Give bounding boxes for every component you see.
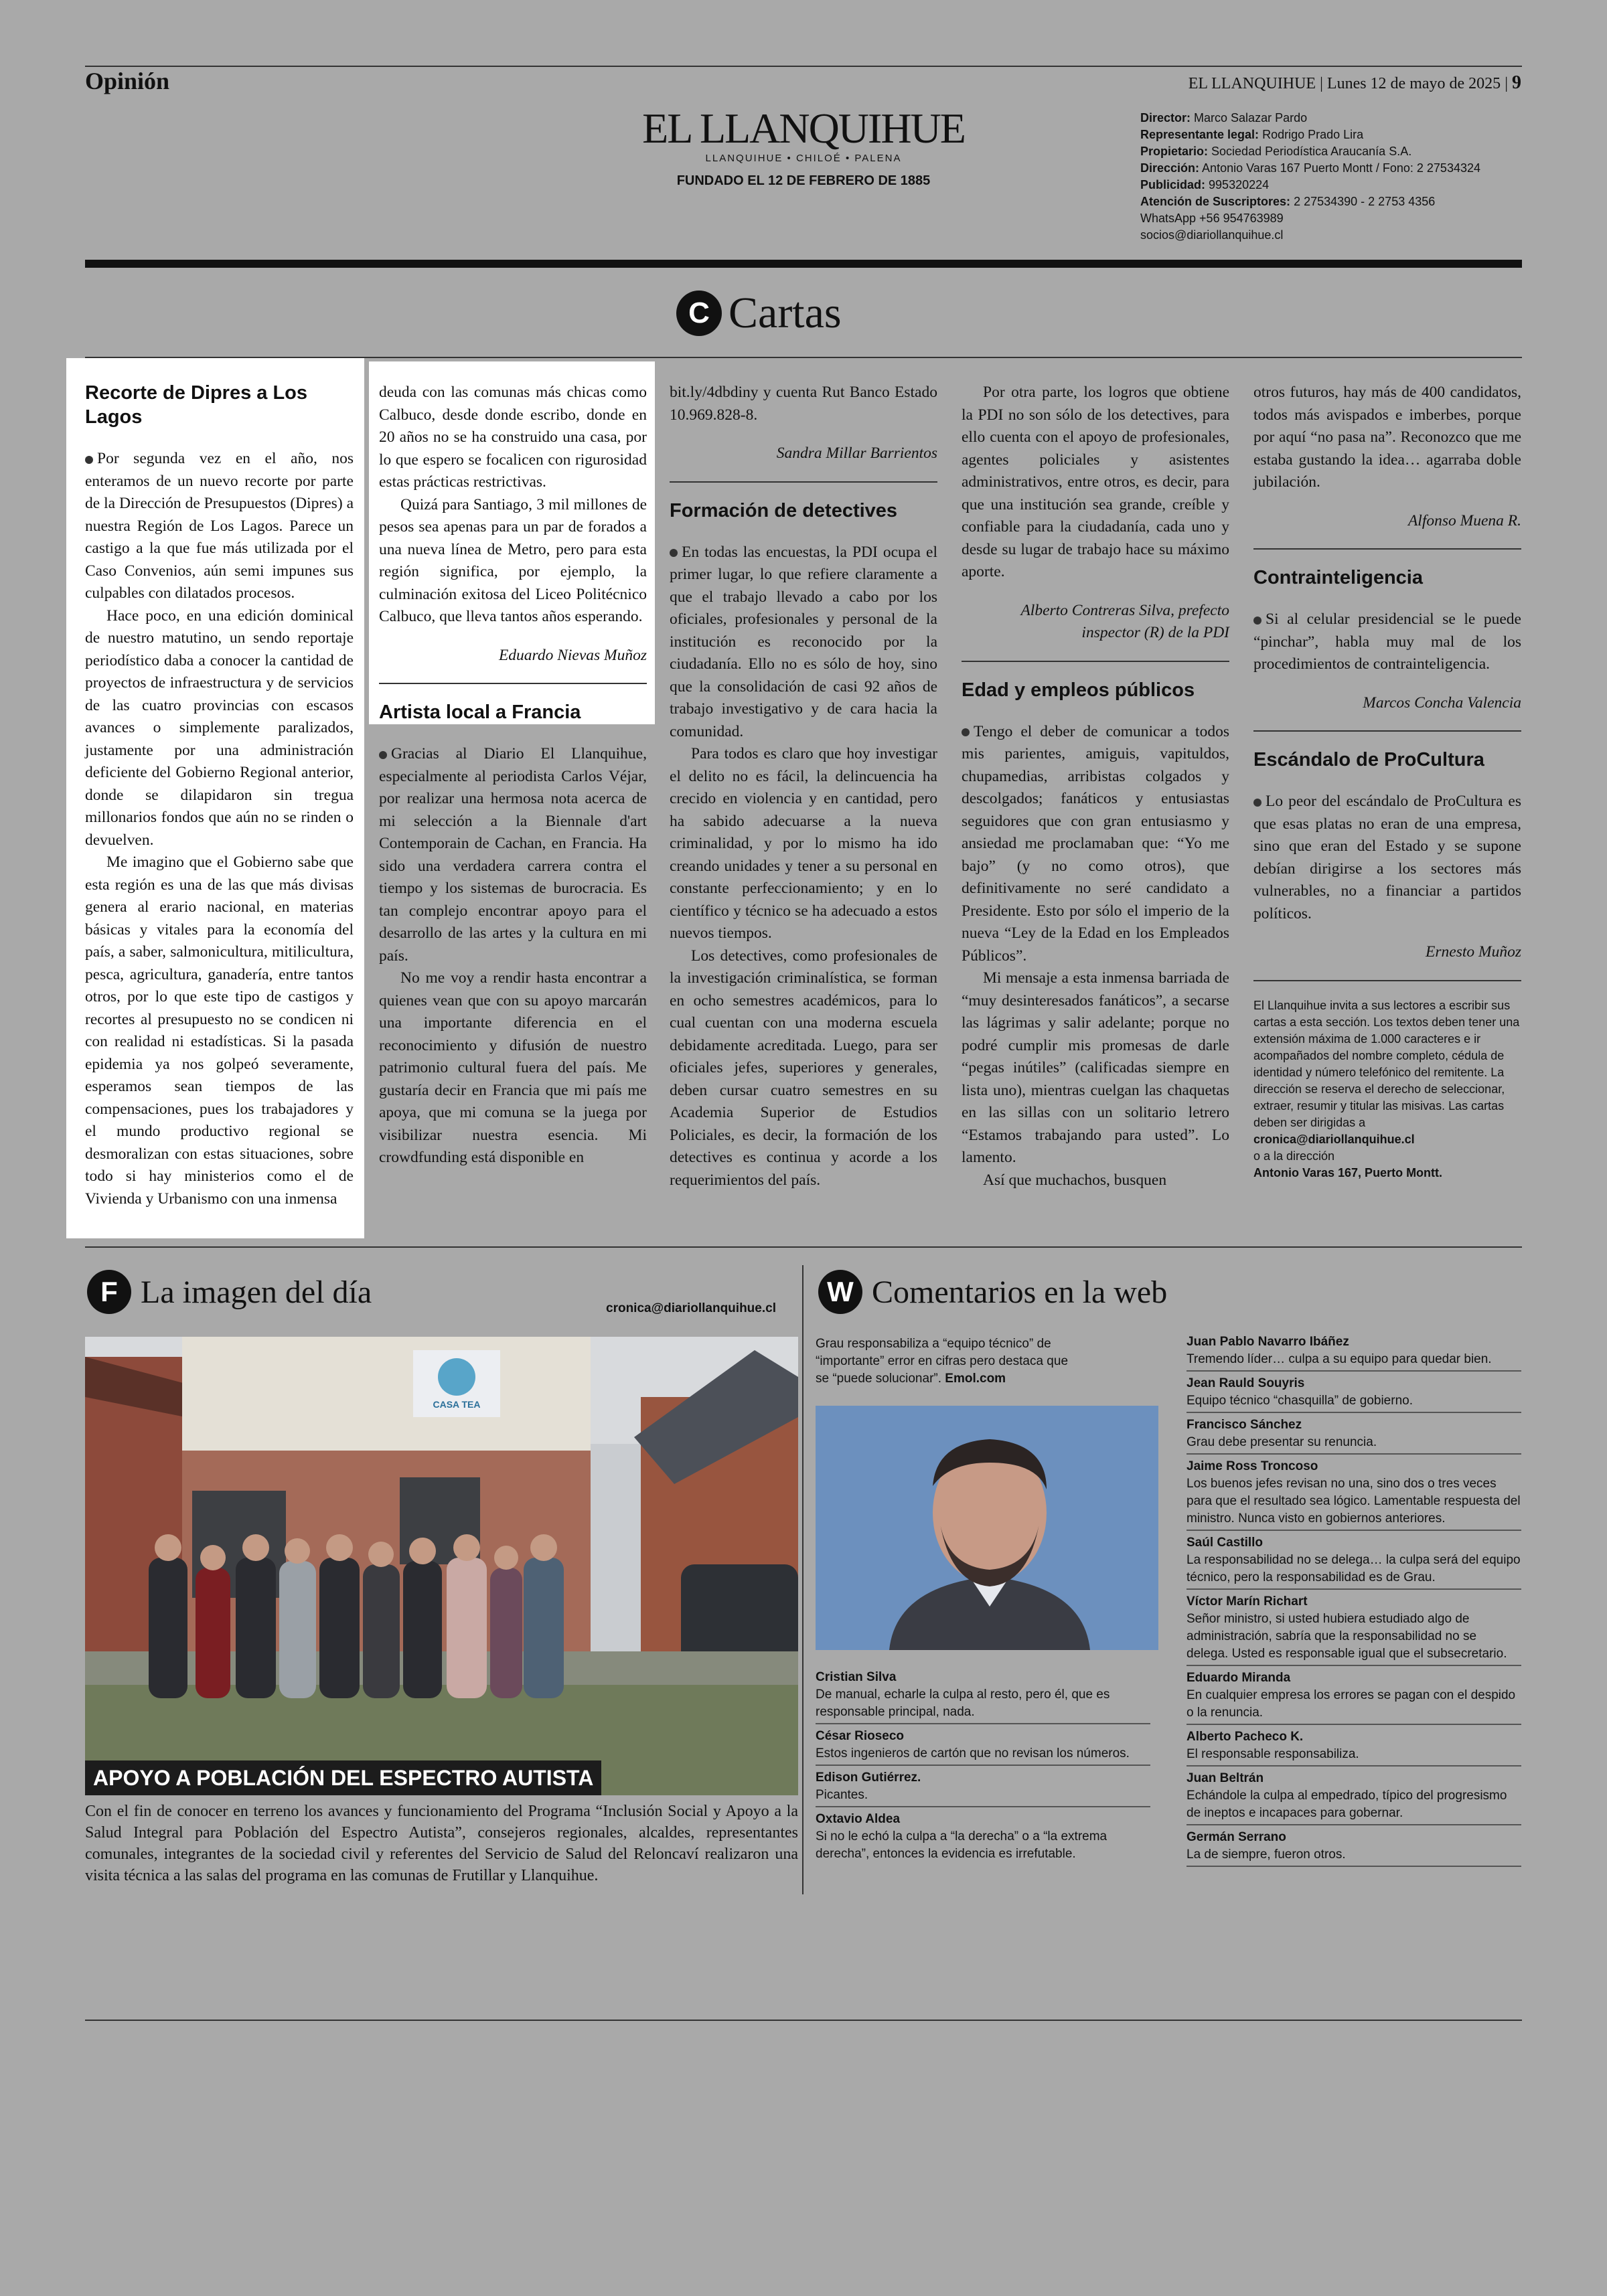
comment-item: Germán Serrano La de siempre, fueron otros. [1187,1829,1521,1867]
comment-item: Juan Beltrán Echándole la culpa al empedrado, típico del progresismo de ineptos e incapaces para gobernar. [1187,1770,1521,1825]
staff-line: Director: Marco Salazar Pardo [1140,111,1308,125]
letter-paragraph: Los detectives, como profesionales de la investigación criminalística, se forman en ocho semestres académicos, para lo cual cuentan con una moderna escuela debidamente acreditada. Luego, para ser oficiales jefes, superiores y generales, deben cursar cuatro semestres en su Academia Superior de Estudios Policiales, es decir, la formación de los detectives es continua y acorde a los requerimientos del país. [670,947,937,1189]
photo-caption: Con el fin de conocer en terreno los avances y funcionamiento del Programa “Inclusión Social y Apoyo a la Salud Integral para Población del Espectro Autista”, consejeros regionales, alcaldes, representantes comunales, integrantes de la sociedad civil y referentes del Servicio de Salud del Reloncaví realizaron una visita técnica a las salas del programa en las comunas de Frutillar y Llanquihue. [85,1803,798,1884]
separator [962,661,1229,662]
letter-paragraph: deuda con las comunas más chicas como Calbuco, desde donde escribo, donde en 20 años no se ha construido una casa, por lo que espero se focalicen con rigurosidad estas prácticas restrictivas. [379,384,647,491]
letter-signature: Alfonso Muena R. [1407,511,1521,529]
comment-item: Alberto Pacheco K. El responsable responsabiliza. [1187,1728,1521,1767]
comment-item: Oxtavio Aldea Si no le echó la culpa a “la derecha” o a “la extrema derecha”, entonces la evidencia es irrefutable. [816,1812,1107,1861]
bullet-icon [1253,799,1261,807]
header-thick-rule [85,260,1522,268]
sign-text: CASA TEA [433,1399,481,1410]
submission-note: El Llanquihue invita a sus lectores a escribir sus cartas a esta sección. Los textos deben tener una extensión máxima de 1.000 caracteres e ir acompañados del nombre completo, cédula de identidad y número telefónico del remitente. La dirección se reserva el derecho de seleccionar, extraer, resumir y titular las misivas. Las cartas deben ser dirigidas a cronica@diariollanquihue.cl o a la dirección Antonio Varas 167, Puerto Montt. [1253,997,1521,1181]
comment-item: Juan Pablo Navarro Ibáñez Tremendo líder… culpa a su equipo para quedar bien. [1187,1333,1521,1372]
letter-paragraph: En todas las encuestas, la PDI ocupa el primer lugar, lo que refiere claramente a que el trabajo llevado a cabo por los oficiales, profesionales y personal de la institución es reconocido por la ciudadanía. Ello no es sólo de hoy, sino que la consolidación de casi 92 años de trabajo investigativo y de cara hacia la comunidad. [670,543,937,740]
bullet-icon [670,549,678,557]
separator [1253,548,1521,550]
staff-line: Publicidad: 995320224 [1140,178,1270,191]
comment-item: Jean Rauld Souyris Equipo técnico “chasquilla” de gobierno. [1187,1375,1521,1413]
submission-email[interactable]: cronica@diariollanquihue.cl [1253,1132,1415,1146]
staff-line: Atención de Suscriptores: 2 27534390 - 2 2753 4356 [1140,195,1436,208]
imagen-heading [87,1270,372,1314]
letter-title: Edad y empleos públicos [962,679,1195,701]
letter-title: Contrainteligencia [1253,567,1423,588]
letter-signature: Alberto Contreras Silva, prefecto inspector (R) de la PDI [1020,601,1229,641]
portrait-photo [816,1406,1158,1650]
comment-item: Saúl Castillo La responsabilidad no se delega… la culpa será del equipo técnico, pero la responsabilidad es de Grau. [1187,1534,1521,1590]
comments-right [1187,1333,1521,1870]
letter-paragraph: Si al celular presidencial se le puede “pinchar”, habla muy mal de los procedimientos de contrainteligencia. [1253,610,1521,673]
web-title: Comentarios en la web [872,1274,1168,1310]
letter-title: Escándalo de ProCultura [1253,749,1484,770]
comment-item: César Rioseco Estos ingenieros de cartón que no revisan los números. [816,1728,1150,1766]
bullet-icon [1253,617,1261,625]
folio-paper: EL LLANQUIHUE [1188,75,1316,92]
letter-paragraph: bit.ly/4dbdiny y cuenta Rut Banco Estado 10.969.828-8. [670,384,937,424]
separator [1253,730,1521,732]
section-divider-rule [85,1246,1522,1248]
letter-paragraph: Tengo el deber de comunicar a todos mis parientes, amiguis, vapituldos, chupamedias, arribistas colgados y descolgados; fanáticos y entusiastas seguidores que con gran entusiasmo y ansiedad me proclamaban que: “Yo me bajo” (y no como otros), que definitivamente no seré candidato a Presidente. Esto por sólo el imperio de la nueva “Ley de la Edad en los Empleados Públicos”. [962,722,1229,965]
masthead [603,104,1004,189]
letter-paragraph: otros futuros, hay más de 400 candidatos, todos más avispados e imberbes, porque por aquí “no pasa na”. Reconozco que me estaba gustando la idea… agarraba doble jubilación. [1253,384,1521,491]
letter-paragraph: No me voy a rendir hasta encontrar a quienes vean que con su apoyo marcarán una importante diferencia en el reconocimiento y difusión de nuestro patrimonio cultural fuera del país. Me gustaría decir en Francia que mi país me apoya, que mi comuna se la juega por visibilizar nuestra esencia. Mi crowdfunding está disponible en [379,969,647,1166]
letter-title: Formación de detectives [670,499,898,521]
comment-item: Cristian Silva De manual, echarle la culpa al resto, pero él, que es responsable principal, nada. [816,1669,1150,1724]
letter-col-5 [1253,382,1521,1181]
imagen-email[interactable]: cronica@diariollanquihue.cl [606,1301,776,1315]
page-folio: EL LLANQUIHUE | Lunes 12 de mayo de 2025 | 9 [1188,72,1521,93]
letter-signature: Eduardo Nievas Muñoz [498,646,647,664]
letter-paragraph: Lo peor del escándalo de ProCultura es que esas platas no eran de una empresa, sino que eran del Estado y se supone debían dirigirse a los sectores más vulnerables, no a financiar a partidos políticos. [1253,793,1521,922]
staff-line: Propietario: Sociedad Periodística Araucanía S.A. [1140,145,1412,158]
group-photo [85,1337,798,1795]
portrait-illustration [816,1406,1158,1650]
vertical-divider [802,1265,804,1894]
staff-box [1140,110,1515,244]
bullet-icon [379,751,387,759]
letter-signature: Ernesto Muñoz [1426,943,1521,961]
photo-caption-bar: APOYO A POBLACIÓN DEL ESPECTRO AUTISTA [85,1760,601,1795]
imagen-title: La imagen del día [141,1274,372,1310]
web-heading [818,1270,1167,1314]
letter-paragraph: Hace poco, en una edición dominical de nuestro matutino, un sendo reportaje periodístico daba a conocer la cantidad de proyectos de infraestructura y de servicios de las cuatro provincias con escasos avances o simplemente paralizados, justamente por una administración deficiente del Gobierno Regional anterior, donde se dilapidaron sin tregua millonarios fondos que aún no se rinden o devuelven. [85,606,354,849]
staff-line: WhatsApp +56 954763989 [1140,212,1284,225]
founded-line: FUNDADO EL 12 DE FEBRERO DE 1885 [676,173,931,188]
letter-col-2 [379,382,647,1169]
letter-signature: Sandra Millar Barrientos [776,444,937,462]
letter-paragraph: Gracias al Diario El Llanquihue, especialmente al periodista Carlos Véjar, por realizar una hermosa nota acerca de mi selección a la Biennale d'art Contemporain de Cachan, en Francia. Ha sido una verdadera carrera contra el tiempo y los sistemas de burocracia. Es tan complejo encontrar apoyo para el desarrollo de las artes y la cultura en mi país. [379,745,647,965]
section-label: Opinión [85,68,170,94]
letter-paragraph: Para todos es claro que hoy investigar el delito no es fácil, la delincuencia ha crecido en violencia y en cantidad, pero ha sabido adecuarse a la nueva criminalidad, y por lo mismo ha ido creando unidades y tener a su personal en constante perfeccionamiento; y en lo científico y técnico se ha adecuado a estos nuevos tiempos. [670,745,937,942]
comment-item: Eduardo Miranda En cualquier empresa los errores se pagan con el despido o la renuncia. [1187,1669,1521,1725]
submission-address: Antonio Varas 167, Puerto Montt. [1253,1165,1443,1179]
bottom-rule [85,2020,1522,2021]
separator [379,683,647,684]
letter-col-1 [66,358,364,1238]
masthead-sub: LLANQUIHUE • CHILOÉ • PALENA [705,153,902,164]
folio-date: Lunes 12 de mayo de 2025 [1326,75,1501,92]
comment-item: Jaime Ross Troncoso Los buenos jefes revisan no una, sino dos o tres veces para que el resultado sea lógico. Lamentable respuesta del ministro. Nunca visto en gobiernos anteriores. [1187,1458,1521,1531]
cartas-heading [676,288,842,339]
folio-page: 9 [1512,72,1521,93]
comment-item: Víctor Marín Richart Señor ministro, si usted hubiera estudiado algo de administración, sabría que la responsabilidad no se delega. Usted es responsable igual que el subsecretario. [1187,1593,1521,1666]
web-intro-source: Emol.com [945,1372,1006,1386]
letter-paragraph: Quizá para Santiago, 3 mil millones de pesos sea apenas para un par de forados a una nueva línea de Metro, pero para esta región significa, por ejemplo, la culminación exitosa del Liceo Politécnico Calbuco, que lleva tantos años esperando. [379,495,647,625]
header-top-rule [85,66,1522,67]
comment-item: Edison Gutiérrez. Picantes. [816,1769,1150,1807]
letter-paragraph: Por otra parte, los logros que obtiene la PDI no son sólo de los detectives, para ello cuenta con el apoyo de profesionales, agentes policiales y asistentes administrativos, entre otros, es decir, para que una institución sea grande, creíble y confiable para la ciudadanía, cada uno y desde su lugar de trabajo hace su máximo aporte. [962,384,1229,580]
letter-paragraph: Por segunda vez en el año, nos enteramos de un nuevo recorte por parte de la Dirección de Presupuestos (Dipres) a nuestra Región de Los Lagos. Parece un castigo a la que fue más utilizada por el Caso Convenios, aún semi impunes sus culpables con dilatados procesos. [85,450,354,602]
letter-title: Recorte de Dipres a Los Lagos [85,382,307,428]
imagen-f-icon: F [87,1270,131,1314]
web-intro: Grau responsabiliza a “equipo técnico” de “importante” error en cifras pero destaca que se “puede solucionar”. Emol.com [816,1337,1069,1386]
masthead-name: EL LLANQUIHUE [642,104,965,152]
letter-paragraph: Así que muchachos, busquen [983,1171,1167,1189]
group-photo-illustration [85,1337,798,1795]
bullet-icon [85,456,93,464]
staff-line: socios@diariollanquihue.cl [1140,228,1284,242]
separator [670,481,937,483]
submission-or: o a la dirección [1253,1149,1335,1163]
letter-signature: Marcos Concha Valencia [1363,693,1521,712]
letter-paragraph: Mi mensaje a esta inmensa barriada de “muy desinteresados fanáticos”, a secarse las lágrimas y salir adelante; porque no podré cumplir mis promesas de darle “pegas inútiles” (calificadas siempre en lista uno), mientras cuelgan las chaquetas en las sillas con un solitario letrero “Estamos trabajando para usted”. Lo lamento. [962,969,1229,1166]
letter-col-4 [962,382,1229,1192]
comments-left [816,1669,1150,1868]
bullet-icon [962,728,970,736]
cartas-title: Cartas [729,289,842,337]
separator [1253,980,1521,981]
staff-line: Dirección: Antonio Varas 167 Puerto Montt / Fono: 2 27534324 [1140,161,1480,175]
letter-paragraph: Me imagino que el Gobierno sabe que esta región es una de las que más divisas genera al erario nacional, en materias básicas y vitales para la economía del país, a saber, salmonicultura, mitilicultura, pesca, agricultura, ganadería, entre tantos otros, por lo que este tipo de castigos y recortes al presupuesto no se condicen ni con realidad ni estadísticas. Si la pasada epidemia ya nos golpeó severamente, esperamos sean tiempos de las compensaciones, pues los trabajadores y el mundo productivo regional se desmoralizan con estas situaciones, sobre todo si hay ministerios como el de Vivienda y Urbanismo con una inmensa [85,853,354,1208]
letter-title: Artista local a Francia [379,702,581,723]
cartas-c-icon: C [676,291,722,336]
letter-col-3 [670,382,937,1192]
comment-item: Francisco Sánchez Grau debe presentar su renuncia. [1187,1416,1521,1455]
staff-line: Representante legal: Rodrigo Prado Lira [1140,128,1364,141]
web-w-icon: W [818,1270,862,1314]
